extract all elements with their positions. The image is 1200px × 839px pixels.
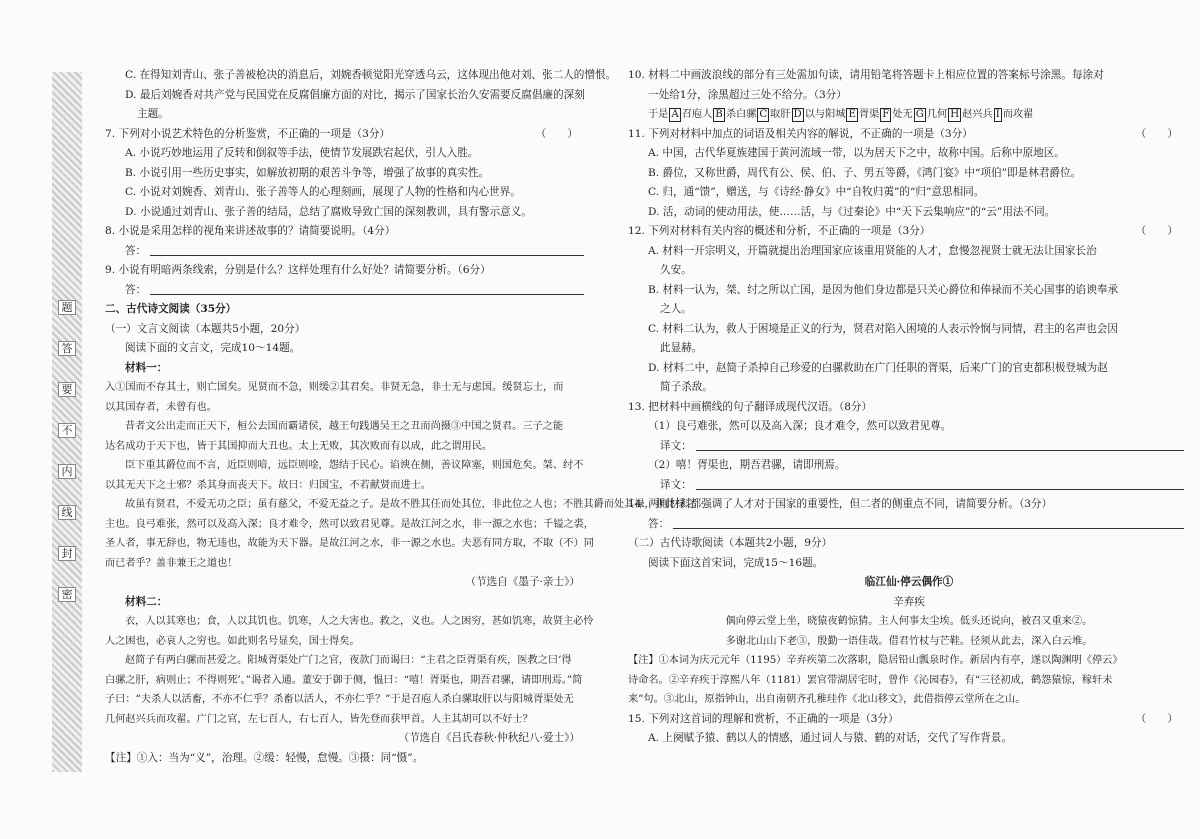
q9-stem: 9. 小说有明暗两条线索，分别是什么？这样处理有什么好处？请简要分析。（6分） (105, 264, 491, 276)
q11-stem: 11. 下列对材料中加点的词语及相关内容的解说，不正确的一项是（3分） （ ） (628, 127, 1178, 140)
poem-note: 【注】①本词为庆元元年（1195）辛弃疾第二次落职，隐居铅山瓢泉时作。新居内有亭，遂以陶渊明《停云》 (628, 655, 1123, 666)
punct-box-e[interactable]: E (848, 109, 856, 120)
q14-answer-line[interactable]: 答： (628, 515, 1190, 535)
material-1-line: 主也。良弓难张，然可以及高入深；良才难令，然可以致君见尊。是故江河之水，非一源之水也；千镒之裘， (105, 518, 594, 530)
material-notes: 【注】①入：当为“义”，治理。②缓：轻慢，怠慢。③摄：同“慑”。 (105, 751, 424, 764)
poem-author: 辛弃疾 (893, 595, 925, 608)
strip-char: 封 (58, 546, 76, 561)
q6-option-d: D. 最后刘婉香对共产党与民国党在反腐倡廉方面的对比，揭示了国家长治久安需要反腐倡廉的深刻 (125, 88, 585, 101)
material-2-title: 材料二： (125, 595, 168, 608)
poem-line: 多谢北山山下老③，殷勤一语佳哉。借君竹杖与芒鞋。径须从此去，深入白云堆。 (725, 635, 1093, 647)
strip-char: 线 (58, 505, 76, 520)
q7-stem: 7. 下列对小说艺术特色的分析鉴赏，不正确的一项是（3分） （ ） (105, 127, 578, 140)
poem-line: 偶向停云堂上坐，晓猿夜鹤惊猜。主人何事太尘埃。低头还说向，被召又重来②。 (725, 616, 1093, 627)
q7-option-a: A. 小说巧妙地运用了反转和倒叙等手法，使情节发展跌宕起伏，引人入胜。 (125, 147, 479, 159)
q13-sentence-2: （2）嘻！胥渠也，期吾君骡，请即刑焉。 (648, 459, 846, 471)
punct-box-c[interactable]: C (759, 109, 768, 120)
q14-stem: 14. 两则材料都强调了人才对于国家的重要性，但二者的侧重点不同，请简要分析。（3分） (628, 498, 1053, 510)
punct-box-b[interactable]: B (715, 109, 723, 120)
strip-char: 密 (58, 587, 76, 602)
q7-option-b: B. 小说引用一些历史事实，如解放初期的艰苦斗争等，增强了故事的真实性。 (125, 166, 490, 179)
material-1-title: 材料一： (125, 361, 168, 374)
q7-option-c: C. 小说对刘婉香、刘青山、张子善等人的心理刻画，展现了人物的性格和内心世界。 (125, 186, 521, 198)
q8-stem: 8. 小说是采用怎样的视角来讲述故事的？请简要说明。（4分） (105, 225, 396, 237)
q12-option-d-cont: 简子杀敌。 (660, 381, 713, 393)
q13-translation-1[interactable]: 译文： (628, 437, 1190, 457)
q11-option-b: B. 爵位，又称世爵，周代有公、侯、伯、子、男五等爵，《鸿门宴》中“项伯”即是林君爵位。 (648, 166, 1082, 179)
q10-sentence: 于是 A 召庖人 B 杀白骡 C 取肝 D 以与阳城 E 胥渠 F 处无 G 几何 H 赵兴兵 I 而攻翟 (648, 109, 1034, 120)
section-2-title: 二、古代诗文阅读（35分） (105, 303, 237, 315)
material-1-line: 入①国而不存其士，则亡国矣。见贤而不急，则缓②其君矣。非贤无急，非士无与虑国。缓贤忘士，而 (105, 382, 564, 393)
q8-answer-line[interactable]: 答： (105, 242, 590, 262)
poem-title: 临江仙·停云偶作① (864, 576, 954, 588)
strip-char: 要 (58, 382, 76, 397)
q13-sentence-1: （1）良弓难张，然可以及高入深；良才难令，然可以致君见尊。 (648, 420, 952, 432)
q12-option-a-cont: 久安。 (660, 264, 692, 276)
punct-box-f[interactable]: F (882, 109, 890, 120)
material-2-line: 几何赵兴兵而攻翟。广门之官，左七百人，右七百人，皆先登而获甲首。人主其胡可以不好士？ (105, 713, 533, 725)
right-column (628, 66, 1190, 749)
q12-option-b: B. 材料一认为，桀、纣之所以亡国，是因为他们身边都是只关心爵位和俸禄而不关心国事的谄谀奉承 (648, 283, 1119, 296)
q11-option-a: A. 中国，古代华夏族建国于黄河流域一带，以为居天下之中，故称中国。后称中原地区。 (648, 147, 1065, 159)
subsection-1-title: （一）文言文阅读（本题共5小题，20分） (105, 322, 306, 335)
q15-stem: 15. 下列对这首词的理解和赏析，不正确的一项是（3分） （ ） (628, 712, 1178, 725)
source-1: （节选自《墨子·亲士》） (465, 576, 580, 588)
material-2-line: 子曰：“夫杀人以活畜，不亦不仁乎？杀畜以活人，不亦仁乎？”于是召庖人杀白骡取肝以与阳城胥渠处无 (105, 694, 574, 705)
material-2-line: 衣，人以其寒也；食，人以其饥也。饥寒，人之大害也。救之，义也。人之困穷，甚如饥寒，故贤主必怜 (125, 616, 594, 627)
strip-char: 题 (58, 300, 76, 315)
poem-note: 来”句。③北山，原指钟山，出自南朝齐孔稚珪作《北山移文》，此借指停云堂所在之山。 (628, 694, 1026, 705)
material-1-line: 以其无天下之士邪？杀其身而丧天下。故曰：归国宝，不若献贤而进士。 (105, 479, 431, 491)
strip-char: 内 (58, 464, 76, 479)
material-1-line: 而已者乎？盖非兼王之道也！ (105, 557, 238, 569)
material-2-line: 白骡之肝，病则止；不得则死’。”谒者入通。董安于御于侧，愠曰：“嘻！胥渠也，期吾君骡，请即刑焉。”简 (105, 674, 583, 686)
punct-box-h[interactable]: H (950, 109, 960, 120)
material-1-line: 昔者文公出走而正天下，桓公去国而霸诸侯，越王句践遇吴王之丑而尚摄③中国之贤君。三子之能 (125, 421, 564, 432)
material-1-line: 达名成功于天下也，皆于其国抑而大丑也。太上无败，其次败而有以成，此之谓用民。 (105, 440, 493, 452)
source-2: （节选自《吕氏春秋·仲秋纪八·爱士》） (398, 732, 580, 744)
q6-option-c: C. 在得知刘青山、张子善被枪决的消息后，刘婉香顿觉阳光穿透乌云，这体现出他对刘、张二人的憎恨。 (125, 69, 617, 81)
q15-option-a: A. 上阕赋予猿、鹤以人的情感，通过词人与猿、鹤的对话，交代了写作背景。 (648, 732, 1012, 744)
q10-stem: 10. 材料二中画波浪线的部分有三处需加句读，请用铅笔将答题卡上相应位置的答案标号涂黑。每涂对 (628, 69, 1104, 81)
material-2-line: 赵简子有两白骡而甚爱之。阳城胥渠处广门之官，夜款门而谒曰：“主君之臣胥渠有疾，医教之曰‘得 (125, 655, 572, 666)
q11-option-d: D. 活，动词的使动用法，使……活，与《过秦论》中“天下云集响应”的“云”用法不同。 (648, 205, 1056, 218)
q12-option-b-cont: 之人。 (660, 303, 692, 315)
binding-strip-labels (58, 300, 76, 628)
q6-option-d-cont: 主题。 (137, 108, 169, 120)
punct-box-i[interactable]: I (995, 109, 1000, 120)
strip-char: 答 (58, 341, 76, 356)
subsection-2-title: （二）古代诗歌阅读（本题共2小题，9分） (628, 537, 833, 549)
material-1-line: 圣人者，事无辞也，物无违也，故能为天下器。是故江河之水，非一源之水也。夫恶有同方取，不取（不）同 (105, 538, 594, 549)
q12-option-c-cont: 此显赫。 (660, 342, 703, 354)
q12-option-a: A. 材料一开宗明义，开篇就提出治理国家应该重用贤能的人才，怠慢忽视贤士就无法让国家长治 (648, 244, 1097, 257)
q12-option-d: D. 材料二中，赵简子杀掉自己珍爱的白骡救助在广门任职的胥渠，后来广门的官吏都积极登城为赵 (648, 361, 1108, 374)
q9-answer-line[interactable]: 答： (105, 281, 590, 301)
material-2-line: 人之困也，必哀人之穷也。如此则名号显矣，国士得矣。 (105, 635, 360, 647)
q10-stem-cont: 一处给1分，涂黑超过三处不给分。（3分） (648, 88, 847, 101)
strip-char: 不 (58, 423, 76, 438)
poem-note: 诗命名。②辛弃疾于淳熙八年（1181）罢官带湖居宅时，曾作《沁园春》，有“三径初成，鹤怨猿惊，稼轩未 (628, 674, 1113, 686)
q13-stem: 13. 把材料中画横线的句子翻译成现代汉语。（8分） (628, 400, 873, 413)
q12-option-c: C. 材料二认为，救人于困境是正义的行为，贤君对陷入困境的人表示怜悯与同情，君主的名声也会因 (648, 322, 1118, 335)
q12-stem: 12. 下列对材料有关内容的概述和分析，不正确的一项是（3分） （ ） (628, 225, 1178, 237)
poem-instruction: 阅读下面这首宋词，完成15～16题。 (648, 556, 824, 569)
material-1-line: 臣下重其爵位而不言，近臣则喑，远臣则唫，怨结于民心。谄谀在侧，善议障塞，则国危矣。桀、纣不 (125, 460, 584, 471)
reading-instruction: 阅读下面的文言文，完成10～14题。 (125, 342, 301, 354)
material-1-line: 故虽有贤君，不爱无功之臣；虽有慈父，不爱无益之子。是故不胜其任而处其位，非此位之人也；不胜其爵而处其禄，非此禄之 (125, 499, 696, 510)
punct-box-d[interactable]: D (793, 109, 802, 120)
material-1-line: 以其国存者，未曾有也。 (105, 401, 218, 413)
q7-option-d: D. 小说通过刘青山、张子善的结局，总结了腐败导致亡国的深刻教训，具有警示意义。 (125, 205, 532, 218)
punct-box-a[interactable]: A (671, 109, 679, 120)
punct-box-g[interactable]: G (915, 109, 924, 120)
q13-translation-2[interactable]: 译文： (628, 476, 1190, 496)
q11-option-c: C. 归，通“馈”，赠送，与《诗经·静女》中“自牧归荑”的“归”意思相同。 (648, 186, 985, 198)
